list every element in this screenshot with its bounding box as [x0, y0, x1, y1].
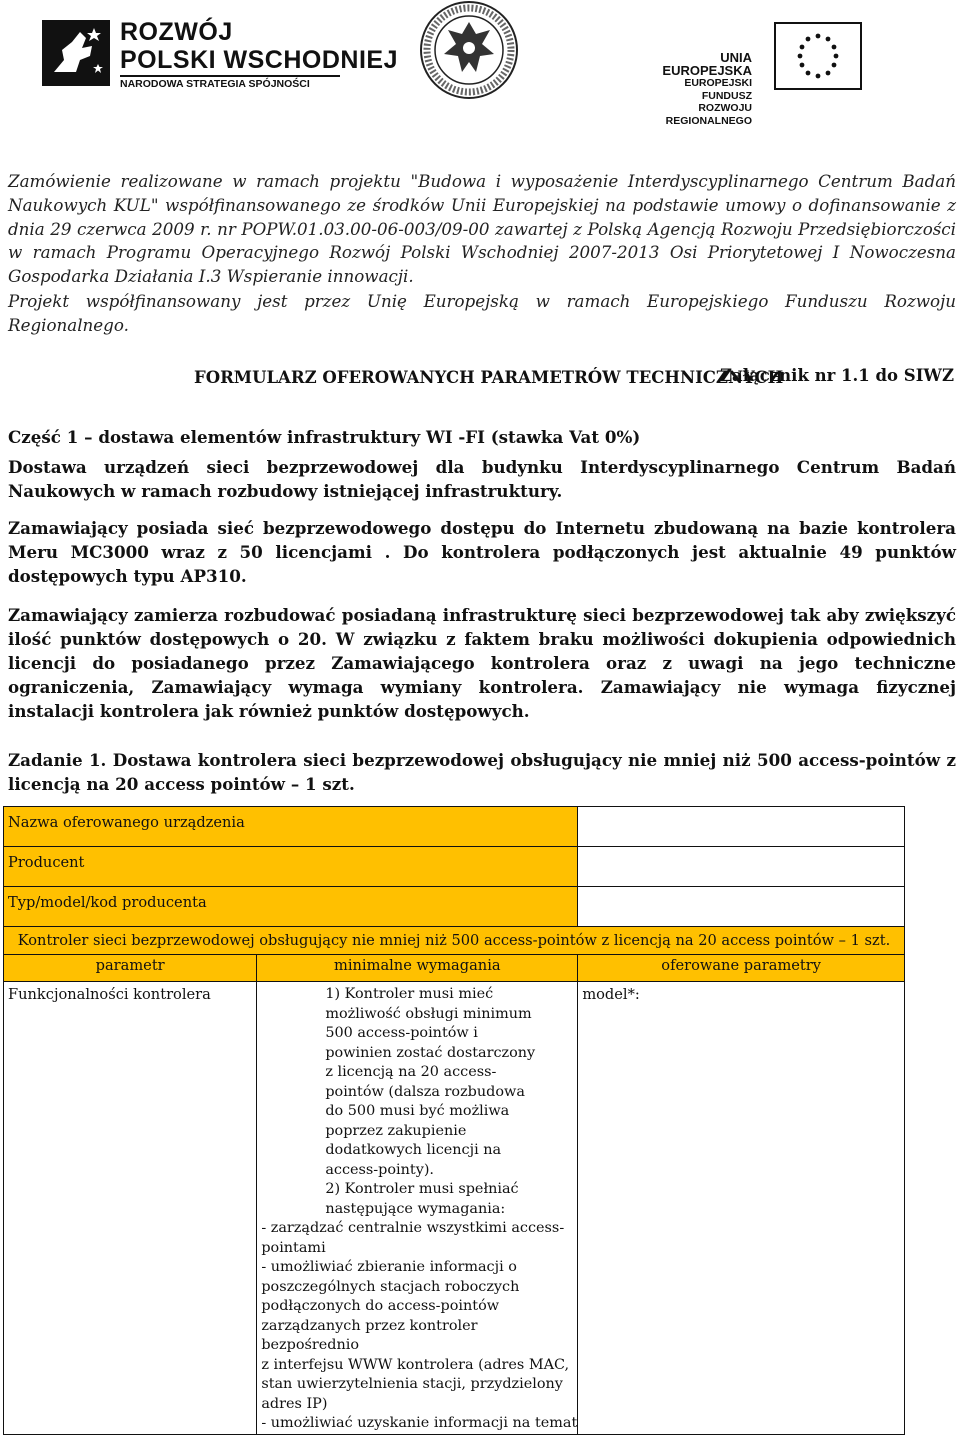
req-line: z interfejsu WWW kontrolera (adres MAC,: [261, 1356, 570, 1373]
task-heading: Zadanie 1. Dostawa kontrolera sieci bezprzewodowej obsługujący nie mniej niż 500 access-pointów z licencją na 20 access pointów – 1 szt.: [8, 750, 956, 794]
req-line: stan uwierzytelnienia stacji, przydzielony: [261, 1376, 563, 1392]
req-line: poszczególnych stacjach roboczych: [261, 1278, 520, 1295]
form-title: FORMULARZ OFEROWANYCH PARAMETRÓW TECHNICZNYCH: [194, 368, 784, 387]
section-heading: Kontroler sieci bezprzewodowej obsługujący nie mniej niż 500 access-pointów z licencją na 20 access pointów – 1 szt.: [4, 927, 905, 955]
req-line: 2) Kontroler musi spełniać: [325, 1181, 519, 1197]
req-line: access-pointy).: [325, 1161, 435, 1178]
req-line: pointami: [261, 1239, 326, 1256]
rpw-logo-line3: NARODOWA STRATEGIA SPÓJNOŚCI: [120, 78, 310, 90]
table-row: [4, 887, 905, 927]
req-line: możliwość obsługi minimum: [325, 1005, 532, 1022]
req-line: z licencją na 20 access-: [325, 1064, 497, 1080]
table-row: [4, 807, 905, 847]
offered-model-field[interactable]: model*:: [578, 982, 905, 1435]
annex-label: Załącznik nr 1.1 do SIWZ: [719, 366, 954, 385]
rpw-emblem-icon: [42, 20, 110, 86]
req-line: adres IP): [261, 1395, 328, 1412]
req-line: - umożliwiać zbieranie informacji o: [261, 1259, 517, 1275]
rpw-logo-divider: [120, 75, 340, 77]
rpw-logo-line1: ROZWÓJ: [120, 18, 233, 46]
table-row: [4, 927, 905, 955]
row-label-functions: Funkcjonalności kontrolera: [4, 982, 257, 1435]
req-line: dodatkowych licencji na: [325, 1142, 502, 1158]
rozwoj-polski-wschodniej-logo: [42, 6, 398, 96]
project-intro-paragraph: Zamówienie realizowane w ramach projektu "Budowa i wyposażenie Interdyscyplinarnego Centrum Badań Naukowych KUL" współfinansowanego ze środków Unii Europejskiej na podstawie umowy o dofinansowanie z dnia 29 czerwca 2009 r. nr POPW.01.03.00-06-003/09-00 zawartej z Polską Agencją Rozwoju Przedsiębiorczości w ramach Programu Operacyjnego Rozwój Polski Wschodniej 2007-2013 Osi Priorytetowej I Nowoczesna Gospodarka Działania I.3 Wspieranie innowacji.: [8, 171, 956, 287]
req-line: podłączonych do access-pointów: [261, 1298, 500, 1314]
type-model-input[interactable]: [578, 887, 905, 927]
requirements-cell: [257, 982, 578, 1435]
req-line: pointów (dalsza rozbudowa: [325, 1083, 525, 1100]
column-header-offered: oferowane parametry: [578, 955, 905, 982]
table-row: [4, 847, 905, 887]
delivery-description: Dostawa urządzeń sieci bezprzewodowej dla budynku Interdyscyplinarnego Centrum Badań Naukowych w ramach rozbudowy istniejącej infrastruktury.: [8, 457, 956, 501]
req-line: następujące wymagania:: [325, 1200, 506, 1217]
expansion-requirements: Zamawiający zamierza rozbudować posiadaną infrastrukturę sieci bezprzewodowej tak aby zwiększyć ilość punktów dostępowych o 20. W związku z faktem braku możliwości dokupienia odpowiednich licencji do posiadanego przez Zamawiającego kontrolera oraz z uwagi na jego techniczne ograniczenia, Zamawiający wymaga wymiany kontrolera. Zamawiający nie wymaga fizycznej instalacji kontrolera jak również punktów dostępowych.: [8, 605, 956, 721]
label-type-model: Typ/model/kod producenta: [4, 887, 578, 927]
column-header-requirements: minimalne wymagania: [257, 955, 578, 982]
eu-logo-line3: ROZWOJU REGIONALNEGO: [665, 102, 752, 127]
eu-fund-logo: [632, 22, 922, 127]
eu-logo-line1: UNIA EUROPEJSKA: [662, 50, 752, 78]
table-row: [4, 982, 905, 1435]
eu-logo-line2: EUROPEJSKI FUNDUSZ: [684, 77, 752, 102]
column-header-parameter: parametr: [4, 955, 257, 982]
req-line: do 500 musi być możliwa: [325, 1103, 510, 1119]
part-heading: Część 1 – dostawa elementów infrastruktury WI -FI (stawka Vat 0%): [8, 427, 641, 447]
label-producer: Producent: [4, 847, 578, 887]
producer-input[interactable]: [578, 847, 905, 887]
existing-infrastructure: Zamawiający posiada sieć bezprzewodowego dostępu do Internetu zbudowaną na bazie kontrolera Meru MC3000 wraz z 50 licencjami . Do kontrolera podłączonych jest aktualnie 49 punktów dostępowych typu AP310.: [8, 518, 956, 586]
technical-parameters-table: [3, 806, 905, 1435]
req-line: poprzez zakupienie: [325, 1122, 467, 1139]
cofinancing-paragraph: Projekt współfinansowany jest przez Unię Europejską w ramach Europejskiego Funduszu Rozwoju Regionalnego.: [8, 291, 956, 335]
device-name-input[interactable]: [578, 807, 905, 847]
req-line: - umożliwiać uzyskanie informacji na temat: [261, 1415, 578, 1431]
eu-flag-icon: [774, 22, 862, 90]
rpw-logo-line2: POLSKI WSCHODNIEJ: [120, 46, 398, 74]
req-line: zarządzanych przez kontroler bezpośrednio: [261, 1317, 478, 1353]
table-header-row: [4, 955, 905, 982]
kul-seal-logo: [410, 0, 528, 100]
req-line: 500 access-pointów i: [325, 1025, 478, 1041]
req-line: powinien zostać dostarczony: [325, 1044, 536, 1061]
req-line: - zarządzać centralnie wszystkimi access-: [261, 1220, 565, 1236]
req-line: 1) Kontroler musi mieć: [325, 986, 494, 1002]
label-device-name: Nazwa oferowanego urządzenia: [4, 807, 578, 847]
